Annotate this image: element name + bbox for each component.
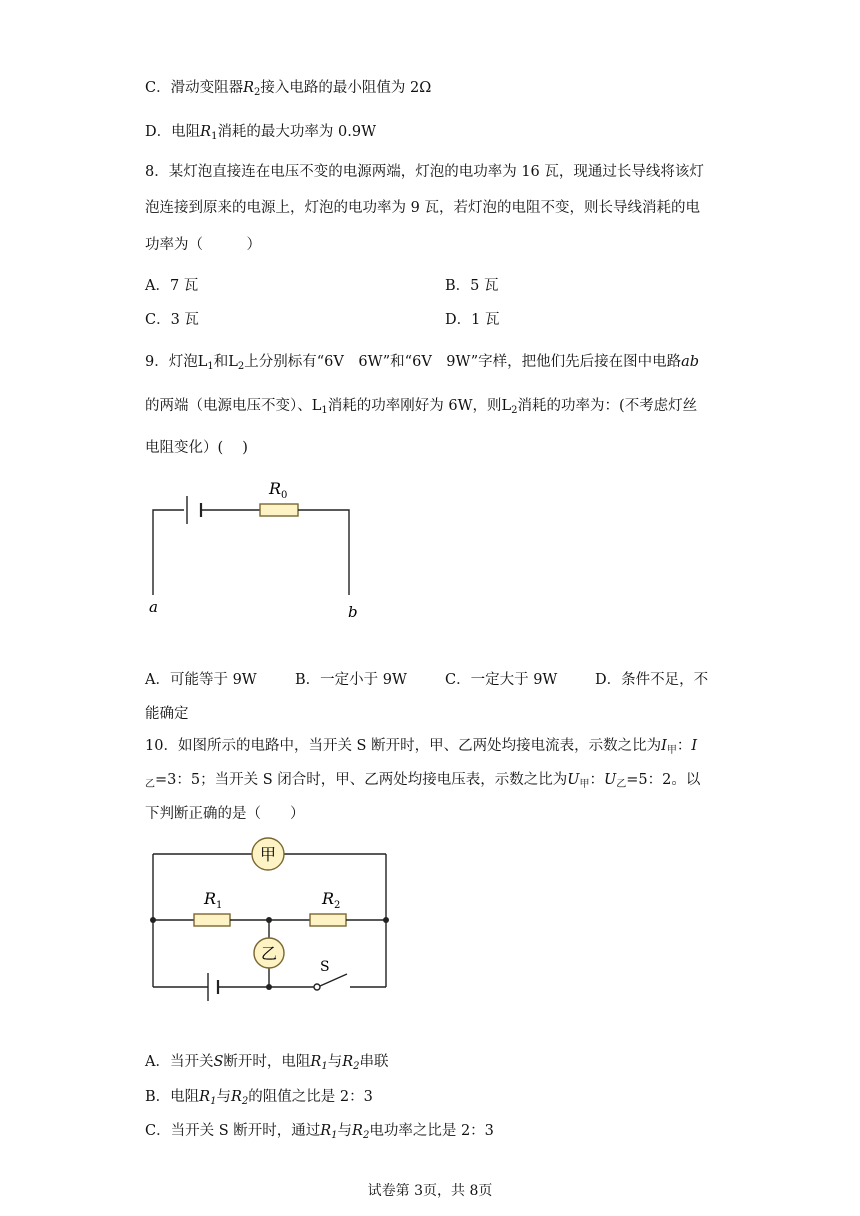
junction-dot: [266, 984, 272, 990]
text: 的阻值之比是 2：3: [248, 1089, 373, 1105]
junction-dot: [266, 917, 272, 923]
q8-option-a: A．7 瓦: [145, 278, 199, 294]
q8-line3: 功率为（ ）: [145, 237, 261, 253]
text: 的两端（电源电压不变）、: [145, 398, 312, 414]
var-r: R: [199, 1089, 211, 1105]
r0-label: R: [269, 479, 282, 498]
junction-dot: [383, 917, 389, 923]
q9-circuit-diagram: [140, 470, 380, 630]
r0-sub: 0: [281, 490, 288, 501]
sub: 乙: [616, 779, 627, 790]
var-r: R: [230, 1089, 242, 1105]
ab-label: ab: [681, 354, 700, 370]
lamp-symbol: L: [311, 398, 322, 414]
q10-line1: [145, 736, 697, 761]
text: D．电阻: [145, 124, 201, 140]
resistor-r0: [260, 504, 298, 516]
q8-line1: 8．某灯泡直接连在电压不变的电源两端，灯泡的电功率为 16 瓦，现通过长导线将该灯: [145, 164, 704, 180]
sub: 甲: [579, 779, 590, 790]
r1-label: R: [204, 889, 217, 908]
var-r: R: [320, 1123, 332, 1139]
var-s: S: [213, 1054, 224, 1070]
wire-right: [298, 510, 349, 595]
r2-sub: 2: [334, 900, 341, 911]
q8-option-b: B．5 瓦: [445, 278, 499, 294]
page-footer: 试卷第 3页，共 8页: [367, 1183, 493, 1199]
q8-line2: 泡连接到原来的电源上，灯泡的电功率为 9 瓦，若灯泡的电阻不变，则长导线消耗的电: [145, 200, 700, 216]
sub: 2: [362, 1130, 370, 1141]
text: C．当开关 S 断开时，通过: [145, 1123, 321, 1139]
var-i: I: [691, 738, 698, 754]
meter-yi-label: 乙: [260, 944, 278, 963]
sub: 1: [207, 361, 214, 372]
text: 接入电路的最小阻值为 2Ω: [260, 80, 432, 96]
text: 与: [327, 1054, 343, 1070]
sub: 2: [511, 405, 518, 416]
sub: 1: [321, 1061, 328, 1072]
switch-contact: [314, 984, 320, 990]
var-r: R: [310, 1054, 322, 1070]
sub: 1: [321, 405, 328, 416]
text: 电功率之比是 2：3: [369, 1123, 494, 1139]
switch-label: S: [320, 959, 330, 975]
switch-blade: [320, 974, 347, 986]
text: A．当开关: [145, 1054, 214, 1070]
sub: 乙: [145, 779, 155, 790]
text: =5：2。以: [626, 772, 701, 788]
r1-sub: 1: [216, 900, 223, 911]
terminal-b-label: b: [348, 603, 358, 621]
r2-label: R: [322, 889, 335, 908]
q7-option-c: [145, 78, 431, 103]
var-u: U: [603, 772, 617, 788]
meter-jia-label: 甲: [259, 845, 277, 864]
text: 上分别标有“6V 6W”和“6V 9W”字样，把他们先后接在图中电路: [244, 354, 682, 370]
text: B．电阻: [145, 1089, 200, 1105]
text: ：: [676, 738, 692, 754]
sub: 2: [254, 87, 261, 98]
text: 消耗的最大功率为 0.9W: [217, 124, 377, 140]
text: 和: [213, 354, 229, 370]
resistor-r1: [194, 914, 230, 926]
q9-option-a: A．可能等于 9W: [145, 672, 257, 688]
text: 串联: [359, 1054, 389, 1070]
lamp-symbol: L: [501, 398, 512, 414]
q9-option-b: B．一定小于 9W: [295, 672, 407, 688]
q9-option-d-cont: 能确定: [145, 706, 189, 722]
sub: 2: [237, 361, 245, 372]
var-r: R: [352, 1123, 363, 1139]
sub: 2: [241, 1096, 249, 1107]
junction-dot: [150, 917, 156, 923]
text: 与: [337, 1123, 353, 1139]
q10-option-c: [145, 1121, 494, 1146]
q10-option-b: [145, 1087, 373, 1112]
sub: 2: [353, 1061, 360, 1072]
q10-option-a: [145, 1052, 389, 1077]
resistor-r2: [310, 914, 346, 926]
text: 消耗的功率为：(不考虑灯丝: [517, 398, 698, 414]
q9-option-d: D．条件不足，不: [595, 672, 709, 688]
q10-line3: 下判断正确的是（ ）: [145, 806, 305, 822]
sub: 1: [331, 1130, 338, 1141]
text: 断开时，电阻: [223, 1054, 311, 1070]
lamp-symbol: L: [228, 354, 238, 370]
text: 与: [216, 1089, 231, 1105]
sub: 1: [210, 1096, 217, 1107]
text: 消耗的功率刚好为 6W，则: [327, 398, 502, 414]
sub: 甲: [666, 745, 677, 756]
wire-left: [153, 510, 184, 595]
var-i: I: [661, 738, 667, 754]
q8-option-d: D．1 瓦: [445, 312, 500, 328]
q9-line3: 电阻变化）( ): [145, 440, 248, 456]
text: 10．如图所示的电路中，当开关 S 断开时，甲、乙两处均接电流表，示数之比为: [145, 738, 662, 754]
text: ：: [589, 772, 604, 788]
lamp-symbol: L: [197, 354, 208, 370]
q7-option-d: [145, 122, 376, 147]
text: 9．灯泡: [145, 354, 198, 370]
q9-line1: [145, 352, 699, 377]
var: R: [200, 124, 212, 140]
q9-line2: [145, 396, 697, 421]
sub: 1: [211, 131, 218, 142]
var-r: R: [342, 1054, 354, 1070]
var-u: U: [567, 772, 580, 788]
q9-option-c: C．一定大于 9W: [445, 672, 558, 688]
text: =3：5；当开关 S 闭合时，甲、乙两处均接电压表，示数之比为: [155, 772, 568, 788]
terminal-a-label: a: [149, 598, 158, 616]
q8-option-c: C．3 瓦: [145, 312, 199, 328]
text: C．滑动变阻器: [145, 80, 244, 96]
q10-line2: [145, 770, 700, 795]
q10-circuit-diagram: [140, 835, 400, 1010]
var: R: [243, 80, 255, 96]
